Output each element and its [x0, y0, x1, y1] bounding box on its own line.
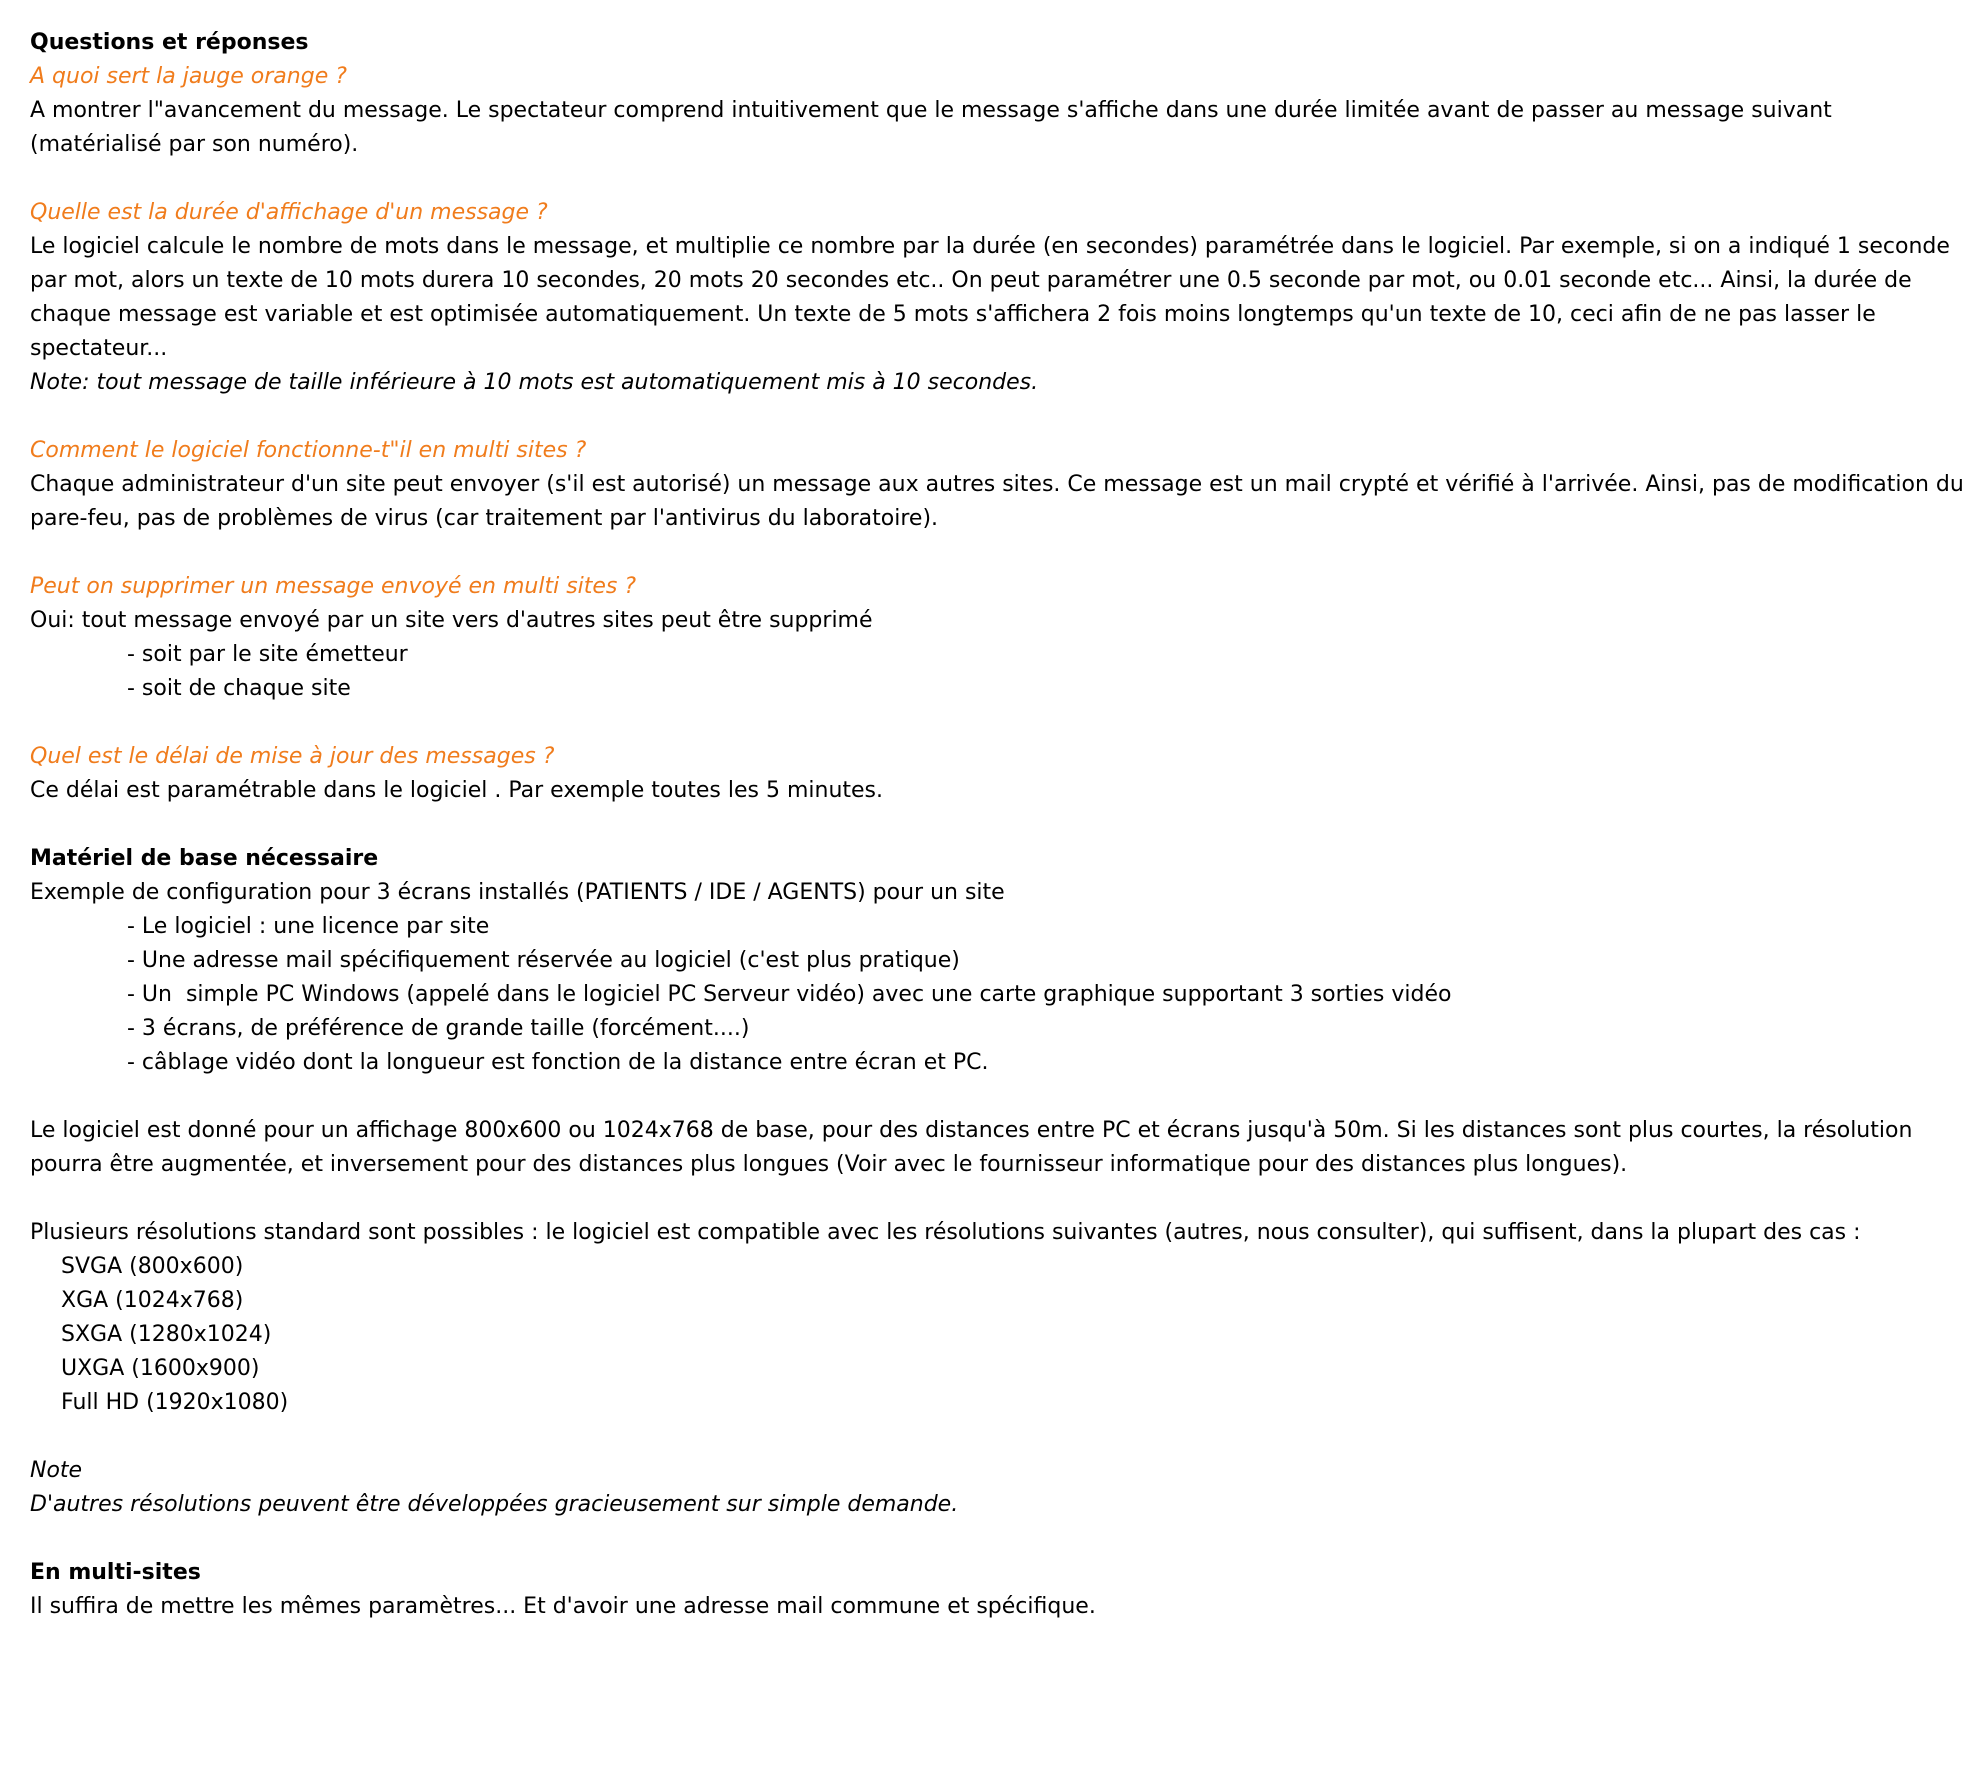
answer-3: Chaque administrateur d'un site peut envoyer (s'il est autorisé) un message aux autres sites. Ce message est un mail crypté et vérifié à l'arrivée. Ainsi, pas de modification du pare-feu, pas de problèmes de virus (car traitement par l'antivirus du laboratoire). — [30, 472, 1971, 531]
note-label: Note — [30, 1458, 83, 1483]
multisites-text: Il suffira de mettre les mêmes paramètres... Et d'avoir une adresse mail commune et spécifique. — [30, 1594, 1096, 1619]
question-1: A quoi sert la jauge orange ? — [30, 64, 347, 89]
answer-1: A montrer l"avancement du message. Le spectateur comprend intuitivement que le message s'affiche dans une durée limitée avant de passer au message suivant (matérialisé par son numéro). — [30, 98, 1839, 157]
qa-heading: Questions et réponses — [30, 30, 309, 55]
spacer — [30, 1182, 1970, 1216]
spacer — [30, 1420, 1970, 1454]
spacer — [30, 1522, 1970, 1556]
question-2: Quelle est la durée d'affichage d'un message ? — [30, 200, 548, 225]
spacer — [30, 1080, 1970, 1114]
materiel-item: - Un simple PC Windows (appelé dans le logiciel PC Serveur vidéo) avec une carte graphique supportant 3 sorties vidéo — [127, 982, 1452, 1007]
spacer — [30, 400, 1970, 434]
question-3: Comment le logiciel fonctionne-t"il en multi sites ? — [30, 438, 587, 463]
materiel-item: - Une adresse mail spécifiquement réservée au logiciel (c'est plus pratique) — [127, 948, 960, 973]
spacer — [30, 706, 1970, 740]
resolutions-intro: Plusieurs résolutions standard sont possibles : le logiciel est compatible avec les résolutions suivantes (autres, nous consulter), qui suffisent, dans la plupart des cas : — [30, 1220, 1861, 1245]
materiel-intro: Exemple de configuration pour 3 écrans installés (PATIENTS / IDE / AGENTS) pour un site — [30, 880, 1005, 905]
answer-2: Le logiciel calcule le nombre de mots dans le message, et multiplie ce nombre par la durée (en secondes) paramétrée dans le logiciel. Par exemple, si on a indiqué 1 seconde par mot, alors un texte de 10 mots durera 10 secondes, 20 mots 20 secondes etc.. On peut paramétrer une 0.5 seconde par mot, ou 0.01 seconde etc... Ainsi, la durée de chaque message est variable et est optimisée automatiquement. Un texte de 5 mots s'affichera 2 fois moins longtemps qu'un texte de 10, ceci afin de ne pas lasser le spectateur... — [30, 234, 1957, 361]
materiel-item: - câblage vidéo dont la longueur est fonction de la distance entre écran et PC. — [127, 1050, 989, 1075]
resolution-item: SXGA (1280x1024) — [61, 1322, 272, 1347]
resolution-item: Full HD (1920x1080) — [61, 1390, 289, 1415]
question-5: Quel est le délai de mise à jour des messages ? — [30, 744, 555, 769]
resolution-item: SVGA (800x600) — [61, 1254, 244, 1279]
materiel-item: - Le logiciel : une licence par site — [127, 914, 490, 939]
spacer — [30, 162, 1970, 196]
document-body — [30, 26, 1970, 1624]
affichage-paragraph: Le logiciel est donné pour un affichage 800x600 ou 1024x768 de base, pour des distances entre PC et écrans jusqu'à 50m. Si les distances sont plus courtes, la résolution pourra être augmentée, et inversement pour des distances plus longues (Voir avec le fournisseur informatique pour des distances plus longues). — [30, 1118, 1920, 1177]
answer-4-item: - soit par le site émetteur — [127, 642, 408, 667]
spacer — [30, 808, 1970, 842]
resolution-item: XGA (1024x768) — [61, 1288, 244, 1313]
resolution-item: UXGA (1600x900) — [61, 1356, 260, 1381]
spacer — [30, 536, 1970, 570]
question-4: Peut on supprimer un message envoyé en multi sites ? — [30, 574, 637, 599]
answer-5: Ce délai est paramétrable dans le logiciel . Par exemple toutes les 5 minutes. — [30, 778, 884, 803]
note-text: D'autres résolutions peuvent être développées gracieusement sur simple demande. — [30, 1492, 959, 1517]
materiel-item: - 3 écrans, de préférence de grande taille (forcément....) — [127, 1016, 750, 1041]
answer-4: Oui: tout message envoyé par un site vers d'autres sites peut être supprimé — [30, 608, 873, 633]
materiel-heading: Matériel de base nécessaire — [30, 846, 379, 871]
answer-2-note: Note: tout message de taille inférieure à 10 mots est automatiquement mis à 10 secondes. — [30, 370, 1039, 395]
multisites-heading: En multi-sites — [30, 1560, 201, 1585]
answer-4-item: - soit de chaque site — [127, 676, 351, 701]
